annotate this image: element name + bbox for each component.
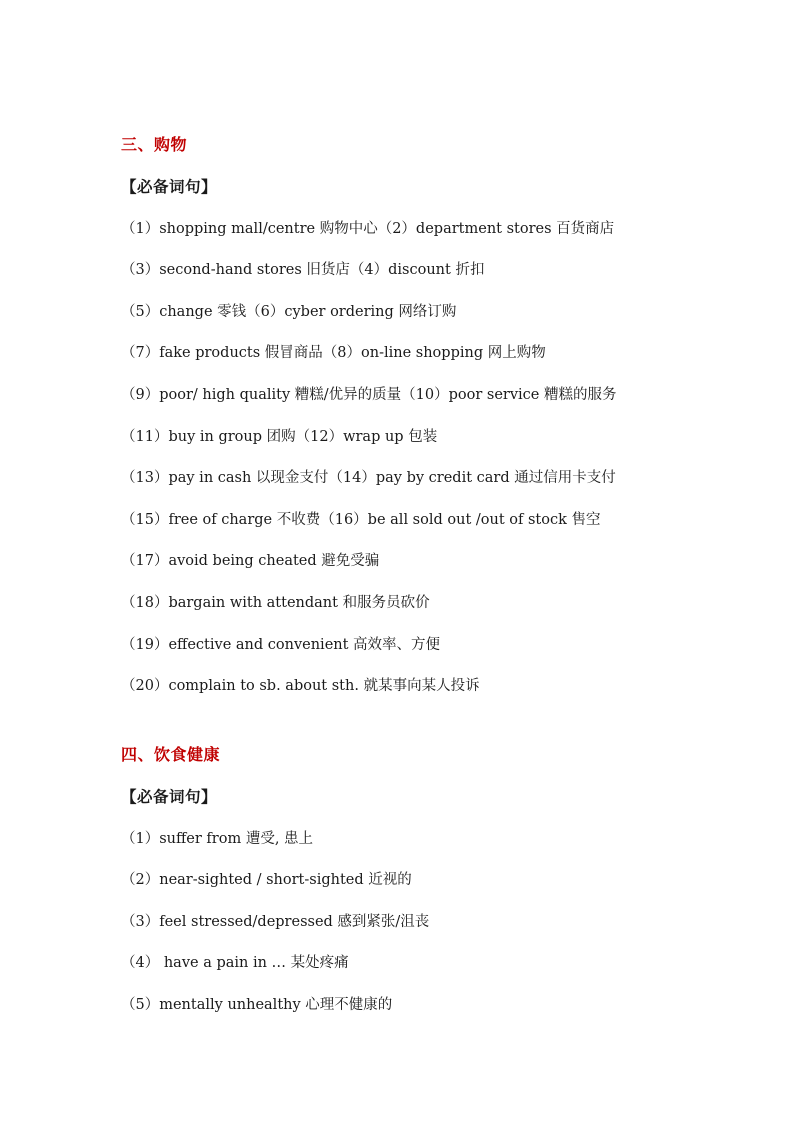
- phrase-item: （20）complain to sb. about sth. 就某事向某人投诉: [121, 678, 480, 695]
- phrase-item: （5）mentally unhealthy 心理不健康的: [121, 996, 393, 1013]
- phrase-item: （4） have a pain in … 某处疼痛: [121, 955, 349, 972]
- phrase-item: （17）avoid being cheated 避免受骗: [121, 553, 380, 570]
- section-subheading: 【必备词句】: [121, 177, 218, 196]
- phrase-item: （1）shopping mall/centre 购物中心（2）department stores 百货商店: [121, 220, 615, 237]
- section-subheading: 【必备词句】: [121, 787, 218, 806]
- phrase-item: （3）second-hand stores 旧货店（4）discount 折扣: [121, 262, 485, 279]
- phrase-item: （13）pay in cash 以现金支付（14）pay by credit card 通过信用卡支付: [121, 470, 616, 487]
- phrase-list: [121, 825, 741, 1019]
- section-diet-health: [121, 741, 741, 1019]
- phrase-list: [121, 215, 741, 701]
- phrase-item: （2）near-sighted / short-sighted 近视的: [121, 872, 412, 889]
- section-title: 四、饮食健康: [121, 745, 221, 764]
- phrase-item: （9）poor/ high quality 糟糕/优异的质量（10）poor service 糟糕的服务: [121, 386, 617, 403]
- phrase-item: （7）fake products 假冒商品（8）on-line shopping 网上购物: [121, 345, 546, 362]
- section-title: 三、购物: [121, 135, 188, 154]
- section-shopping: [121, 131, 741, 700]
- phrase-item: （18）bargain with attendant 和服务员砍价: [121, 594, 430, 611]
- phrase-item: （5）change 零钱（6）cyber ordering 网络订购: [121, 303, 457, 320]
- phrase-item: （3）feel stressed/depressed 感到紧张/沮丧: [121, 913, 430, 930]
- phrase-item: （11）buy in group 团购（12）wrap up 包装: [121, 428, 438, 445]
- phrase-item: （1）suffer from 遭受, 患上: [121, 830, 314, 847]
- phrase-item: （15）free of charge 不收费（16）be all sold out /out of stock 售空: [121, 511, 601, 528]
- phrase-item: （19）effective and convenient 高效率、方便: [121, 636, 441, 653]
